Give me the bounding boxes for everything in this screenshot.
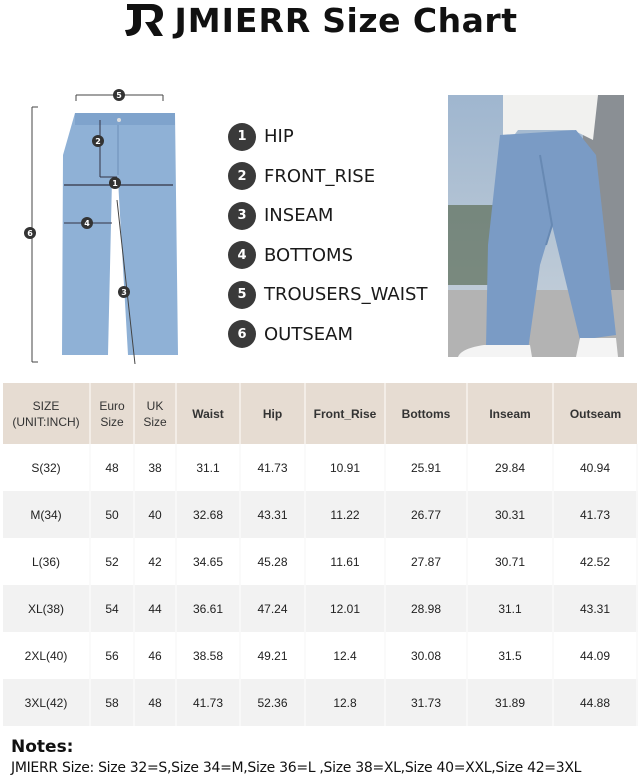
cell-bottoms: 31.73: [385, 679, 467, 726]
header-front-rise: Front_Rise: [305, 383, 385, 444]
model-photo: [448, 95, 624, 357]
cell-size: 2XL(40): [3, 632, 90, 679]
number-badge: 2: [228, 162, 256, 190]
legend-item-front-rise: [228, 157, 448, 197]
cell-size: XL(38): [3, 585, 90, 632]
cell-waist: 31.1: [176, 444, 240, 491]
cell-hip: 43.31: [240, 491, 305, 538]
cell-euro: 54: [90, 585, 134, 632]
cell-bottoms: 28.98: [385, 585, 467, 632]
legend-item-inseam: [228, 196, 448, 236]
legend-label: HIP: [264, 126, 294, 148]
size-table: [3, 383, 638, 726]
cell-size: M(34): [3, 491, 90, 538]
svg-text:6: 6: [27, 229, 33, 238]
cell-waist: 34.65: [176, 538, 240, 585]
cell-hip: 49.21: [240, 632, 305, 679]
cell-bottoms: 26.77: [385, 491, 467, 538]
cell-uk: 46: [134, 632, 176, 679]
svg-text:2: 2: [95, 137, 101, 146]
svg-text:1: 1: [112, 179, 118, 188]
legend-label: TROUSERS_WAIST: [264, 284, 428, 306]
table-row: [3, 585, 637, 632]
table-row: [3, 444, 637, 491]
table-row: [3, 632, 637, 679]
measurement-legend: [228, 117, 448, 354]
cell-bottoms: 25.91: [385, 444, 467, 491]
cell-waist: 32.68: [176, 491, 240, 538]
jeans-measurement-diagram: [20, 85, 190, 365]
cell-uk: 44: [134, 585, 176, 632]
cell-euro: 56: [90, 632, 134, 679]
cell-front-rise: 12.01: [305, 585, 385, 632]
cell-uk: 48: [134, 679, 176, 726]
svg-text:3: 3: [121, 288, 127, 297]
number-badge: 4: [228, 241, 256, 269]
cell-inseam: 31.89: [467, 679, 553, 726]
legend-label: INSEAM: [264, 205, 334, 227]
cell-euro: 52: [90, 538, 134, 585]
cell-bottoms: 30.08: [385, 632, 467, 679]
cell-front-rise: 12.4: [305, 632, 385, 679]
legend-label: BOTTOMS: [264, 244, 353, 266]
notes-section: [11, 737, 640, 776]
notes-text: JMIERR Size: Size 32=S,Size 34=M,Size 36=L ,Size 38=XL,Size 40=XXL,Size 42=3XL: [11, 760, 582, 776]
table-row: [3, 538, 637, 585]
cell-hip: 45.28: [240, 538, 305, 585]
cell-inseam: 29.84: [467, 444, 553, 491]
cell-size: 3XL(42): [3, 679, 90, 726]
cell-inseam: 30.31: [467, 491, 553, 538]
brand-name: JMIERR: [174, 0, 312, 40]
cell-uk: 38: [134, 444, 176, 491]
cell-hip: 52.36: [240, 679, 305, 726]
cell-euro: 58: [90, 679, 134, 726]
cell-waist: 41.73: [176, 679, 240, 726]
number-badge: 1: [228, 123, 256, 151]
cell-size: L(36): [3, 538, 90, 585]
number-badge: 5: [228, 281, 256, 309]
cell-inseam: 30.71: [467, 538, 553, 585]
header-euro-size: Euro Size: [90, 383, 134, 444]
header-uk-size: UK Size: [134, 383, 176, 444]
cell-inseam: 31.5: [467, 632, 553, 679]
cell-outseam: 44.88: [553, 679, 637, 726]
cell-hip: 41.73: [240, 444, 305, 491]
header-inseam: Inseam: [467, 383, 553, 444]
cell-outseam: 42.52: [553, 538, 637, 585]
cell-euro: 48: [90, 444, 134, 491]
table-row: [3, 679, 637, 726]
title-label: Size Chart: [322, 0, 518, 40]
svg-text:5: 5: [116, 91, 122, 100]
number-badge: 3: [228, 202, 256, 230]
svg-text:4: 4: [84, 219, 90, 228]
table-header-row: [3, 383, 637, 444]
cell-euro: 50: [90, 491, 134, 538]
cell-bottoms: 27.87: [385, 538, 467, 585]
cell-waist: 36.61: [176, 585, 240, 632]
cell-front-rise: 10.91: [305, 444, 385, 491]
cell-front-rise: 12.8: [305, 679, 385, 726]
header-outseam: Outseam: [553, 383, 637, 444]
cell-hip: 47.24: [240, 585, 305, 632]
table-row: [3, 491, 637, 538]
cell-front-rise: 11.22: [305, 491, 385, 538]
legend-item-hip: [228, 117, 448, 157]
legend-label: OUTSEAM: [264, 323, 353, 345]
number-badge: 6: [228, 320, 256, 348]
header-hip: Hip: [240, 383, 305, 444]
cell-inseam: 31.1: [467, 585, 553, 632]
cell-outseam: 44.09: [553, 632, 637, 679]
cell-waist: 38.58: [176, 632, 240, 679]
page-title: [0, 0, 640, 40]
cell-size: S(32): [3, 444, 90, 491]
cell-uk: 42: [134, 538, 176, 585]
notes-title: Notes:: [11, 737, 74, 757]
header-bottoms: Bottoms: [385, 383, 467, 444]
cell-uk: 40: [134, 491, 176, 538]
legend-label: FRONT_RISE: [264, 165, 376, 187]
cell-outseam: 43.31: [553, 585, 637, 632]
legend-item-trousers-waist: [228, 275, 448, 315]
cell-outseam: 40.94: [553, 444, 637, 491]
legend-item-outseam: [228, 315, 448, 355]
header-waist: Waist: [176, 383, 240, 444]
legend-item-bottoms: [228, 236, 448, 276]
jr-logo-icon: [123, 2, 165, 38]
header-size: SIZE (UNIT:INCH): [3, 383, 90, 444]
cell-outseam: 41.73: [553, 491, 637, 538]
cell-front-rise: 11.61: [305, 538, 385, 585]
